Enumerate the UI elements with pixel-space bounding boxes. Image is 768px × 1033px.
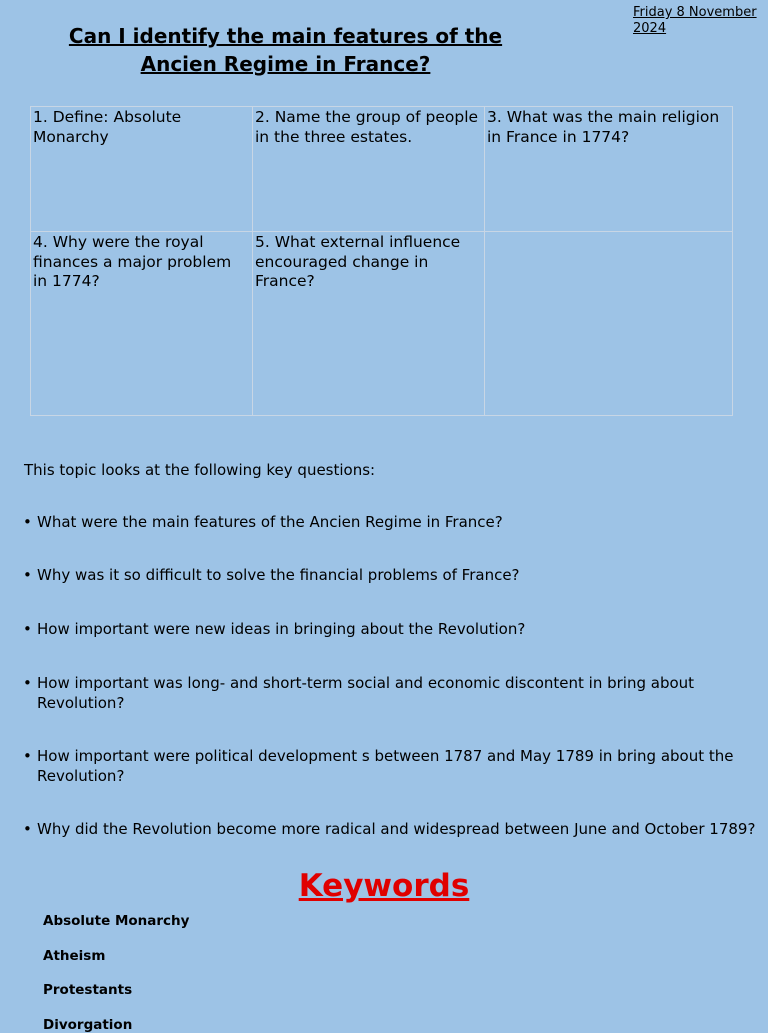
grid-cell-q2[interactable]: 2. Name the group of people in the three estates. — [253, 107, 485, 232]
intro-text: This topic looks at the following key questions: — [24, 461, 376, 479]
keyword-item: Divorgation — [43, 1017, 133, 1033]
grid-cell-q4[interactable]: 4. Why were the royal finances a major problem in 1774? — [31, 232, 253, 416]
question-grid — [30, 106, 733, 416]
list-item: • Why did the Revolution become more radical and widespread between June and October 1789? — [23, 820, 757, 840]
list-item: • What were the main features of the Ancien Regime in France? — [23, 513, 757, 533]
keyword-item: Absolute Monarchy — [43, 913, 190, 929]
grid-cell-empty[interactable] — [485, 232, 733, 416]
grid-row — [31, 232, 733, 416]
keywords-heading-text: Keywords — [298, 868, 470, 904]
grid-cell-q1[interactable]: 1. Define: Absolute Monarchy — [31, 107, 253, 232]
list-item: • Why was it so difficult to solve the financial problems of France? — [23, 566, 757, 586]
page-title: Can I identify the main features of the Ancien Regime in France? — [68, 24, 503, 76]
grid-row — [31, 107, 733, 232]
grid-cell-q5[interactable]: 5. What external influence encouraged change in France? — [253, 232, 485, 416]
list-item: • How important were new ideas in bringing about the Revolution? — [23, 620, 757, 640]
keyword-item: Atheism — [43, 948, 106, 964]
list-item: • How important were political development s between 1787 and May 1789 in bring about the Revolution? — [23, 747, 757, 786]
grid-cell-q3[interactable]: 3. What was the main religion in France in 1774? — [485, 107, 733, 232]
keywords-heading — [0, 866, 768, 906]
date-label: Friday 8 November 2024 — [633, 5, 757, 36]
list-item: • How important was long- and short-term social and economic discontent in bring about Revolution? — [23, 674, 757, 713]
keyword-item: Protestants — [43, 982, 133, 998]
